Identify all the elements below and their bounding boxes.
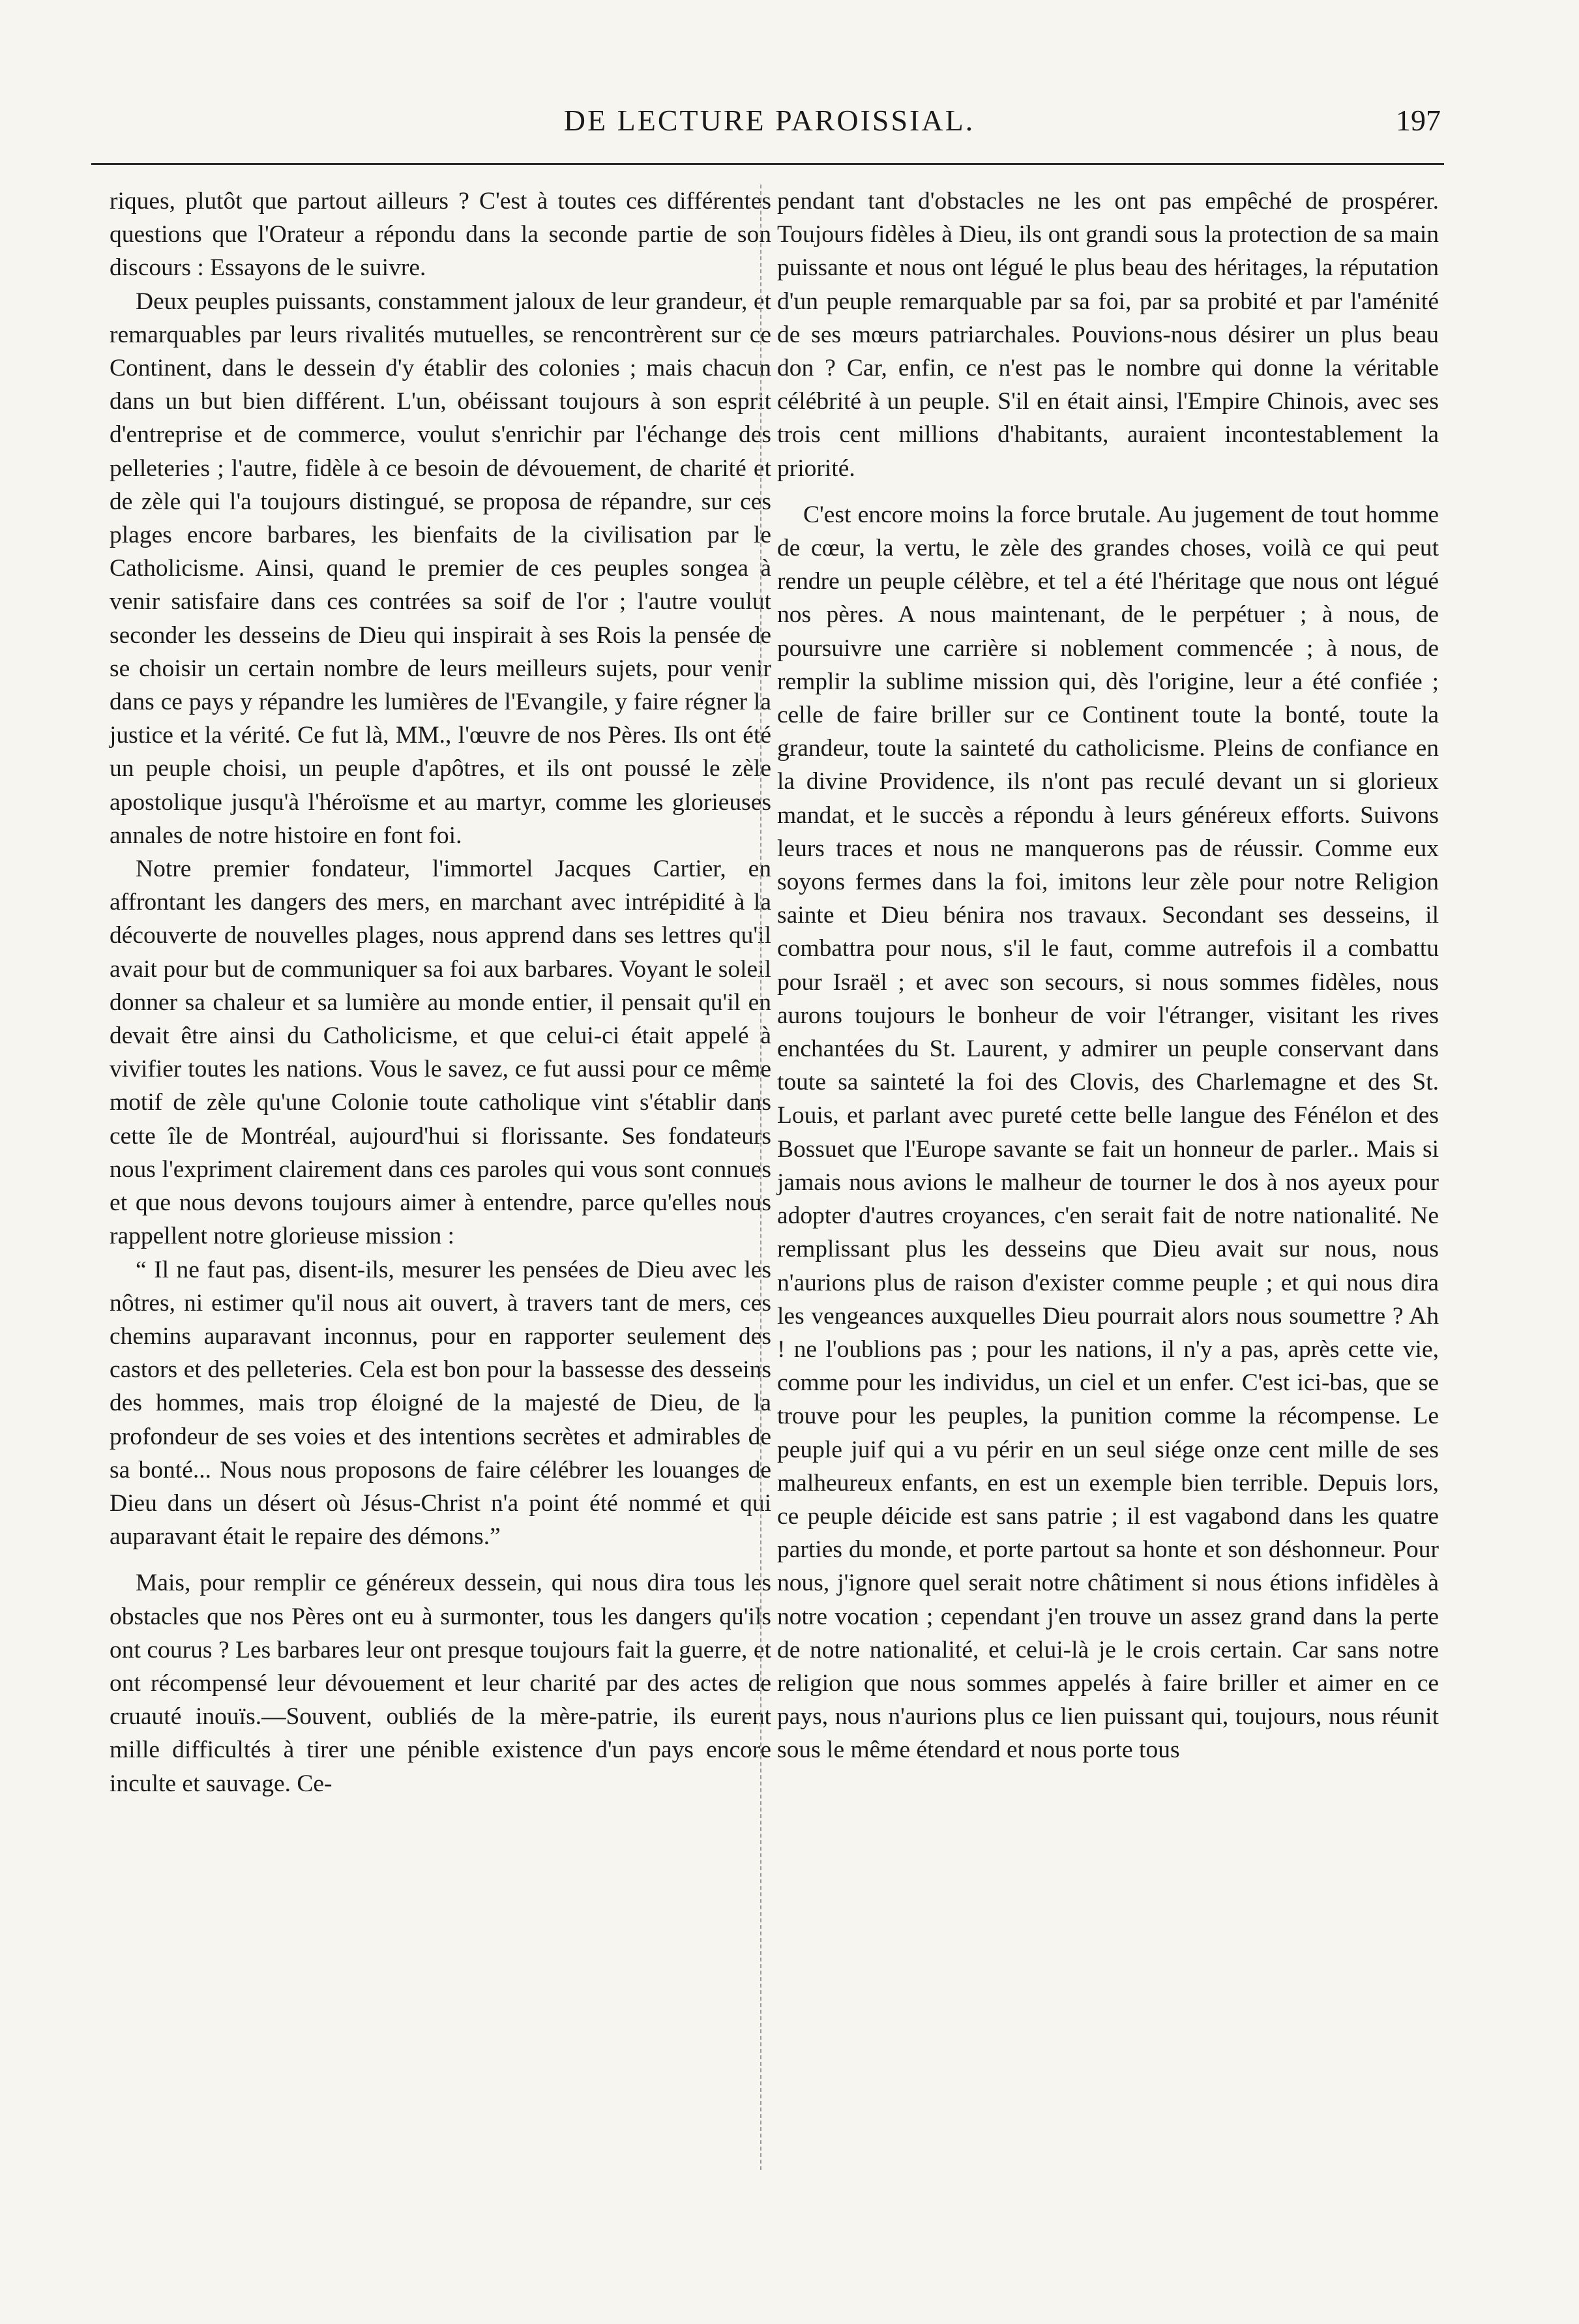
right-column [777,185,1439,1767]
paragraph: riques, plutôt que partout ailleurs ? C'est à toutes ces différentes questions que l'Orateur a répondu dans la seconde partie de son discours : Essayons de le suivre. [110,188,771,282]
page-number: 197 [1396,104,1441,137]
paragraph: C'est encore moins la force brutale. Au jugement de tout homme de cœur, la vertu, le zèle des grandes choses, voilà ce qui peut rendre un peuple célèbre, et tel a été l'héritage que nous ont légué nos pères. A nous maintenant, de le perpétuer ; à nous, de poursuivre une carrière si noblement commencée ; à nous, de remplir la sublime mission qui, dès l'origine, leur a été confiée ; celle de faire briller sur ce Continent toute la bonté, toute la grandeur, toute la sainteté du catholicisme. Pleins de confiance en la divine Providence, ils n'ont pas reculé devant un si glorieux mandat, et le succès a répondu à leurs généreux efforts. Suivons leurs traces et nous ne manquerons pas de réussir. Comme eux soyons fermes dans la foi, imitons leur zèle pour notre Religion sainte et Dieu bénira nos travaux. Secondant ses desseins, il combattra pour nous, s'il le faut, comme autrefois il a combattu pour Israël ; et avec son secours, si nous sommes fidèles, nous aurons toujours le bonheur de voir l'étranger, visitant les rives enchantées du St. Laurent, y admirer un peuple conservant dans toute sa sainteté la foi des Clovis, des Charlemagne et des St. Louis, et parlant avec pureté cette belle langue des Fénélon et des Bossuet que l'Europe savante se fait un honneur de parler.. Mais si jamais nous avions le malheur de tourner le dos à nos ayeux pour adopter d'autres croyances, c'en serait fait de notre nationalité. Ne remplissant plus les desseins que Dieu avait sur nous, nous n'aurions plus de raison d'exister comme peuple ; et qui nous dira les vengeances auxquelles Dieu pourrait alors nous soumettre ? Ah ! ne l'oublions pas ; pour les nations, il n'y a pas, après cette vie, comme pour les individus, un ciel et un enfer. C'est ici-bas, que se trouve pour les peuples, la punition comme la récompense. Le peuple juif qui a vu périr en un seul siége onze cent mille de ses malheureux enfants, en est un exemple bien terrible. Depuis lors, ce peuple déicide est sans patrie ; il est vagabond dans les quatre parties du monde, et porte partout sa honte et son déshonneur. Pour nous, j'ignore quel serait notre châtiment si nous étions infidèles à notre vocation ; cependant j'en trouve un assez grand dans la perte de notre nationalité, et celui-là je le crois certain. Car sans notre religion que nous sommes appelés à faire briller et aimer en ce pays, nous n'aurions plus ce lien puissant qui, toujours, nous réunit sous le même étendard et nous porte tous [777,501,1439,1764]
paragraph: Notre premier fondateur, l'immortel Jacques Cartier, en affrontant les dangers des mers, en marchant avec intrépidité à la découverte de nouvelles plages, nous apprend dans ses lettres qu'il avait pour but de communiquer sa foi aux barbares. Voyant le soleil donner sa chaleur et sa lumière au monde entier, il pensait qu'il en devait être ainsi du Catholicisme, et que celui-ci était appelé à vivifier toutes les nations. Vous le savez, ce fut aussi pour ce même motif de zèle qu'une Colonie toute catholique vint s'établir dans cette île de Montréal, aujourd'hui si florissante. Ses fondateurs nous l'expriment clairement dans ces paroles qui vous sont connues et que nous devons toujours aimer à entendre, parce qu'elles nous rappellent notre glorieuse mission : [110,856,771,1250]
header-rule [91,163,1444,165]
paragraph: pendant tant d'obstacles ne les ont pas empêché de prospérer. Toujours fidèles à Dieu, ils ont grandi sous la protection de sa main puissante et nous ont légué le plus beau des héritages, la réputation d'un peuple remarquable par sa foi, par sa probité et par l'aménité de ses mœurs patriarchales. Pouvions-nous désirer un plus beau don ? Car, enfin, ce n'est pas le nombre qui donne la véritable célébrité à un peuple. S'il en était ainsi, l'Empire Chinois, avec ses trois cent millions d'habitants, auraient incontestablement la priorité. [777,188,1439,482]
quotation-paragraph: “ Il ne faut pas, disent-ils, mesurer les pensées de Dieu avec les nôtres, ni estimer qu'il nous ait ouvert, à travers tant de mers, ces chemins auparavant inconnus, pour en rapporter seulement des castors et des pelleteries. Cela est bon pour la bassesse des desseins des hommes, mais trop éloigné de la majesté de Dieu, de la profondeur de ses voies et des intentions secrètes et admirables de sa bonté... Nous nous proposons de faire célébrer les louanges de Dieu dans un désert où Jésus-Christ n'a point été nommé et qui auparavant était le repaire des démons.” [110,1256,771,1551]
paragraph: Deux peuples puissants, constamment jaloux de leur grandeur, et remarquables par leurs rivalités mutuelles, se rencontrèrent sur ce Continent, dans le dessein d'y établir des colonies ; mais chacun dans un but bien différent. L'un, obéissant toujours à son esprit d'entreprise et de commerce, voulut s'enrichir par l'échange des pelleteries ; l'autre, fidèle à ce besoin de dévouement, de charité et de zèle qui l'a toujours distingué, se proposa de répandre, sur ces plages encore barbares, les bienfaits de la civilisation par le Catholicisme. Ainsi, quand le premier de ces peuples songea à venir satisfaire dans ces contrées sa soif de l'or ; l'autre voulut seconder les desseins de Dieu qui inspirait à ses Rois la pensée de se choisir un certain nombre de leurs meilleurs sujets, pour venir dans ce pays y répandre les lumières de l'Evangile, y faire régner la justice et la vérité. Ce fut là, MM., l'œuvre de nos Pères. Ils ont été un peuple choisi, un peuple d'apôtres, et ils ont poussé le zèle apostolique jusqu'à l'héroïsme et au martyr, comme les glorieuses annales de notre histoire en font foi. [110,288,771,849]
running-title: DE LECTURE PAROISSIAL. [563,104,975,137]
paragraph: Mais, pour remplir ce généreux dessein, qui nous dira tous les obstacles que nos Pères ont eu à surmonter, tous les dangers qu'ils ont courus ? Les barbares leur ont presque toujours fait la guerre, et ont récompensé leur dévouement et leur charité par des actes de cruauté inouïs.—Souvent, oubliés de la mère-patrie, ils eurent mille difficultés à tirer une pénible existence d'un pays encore inculte et sauvage. Ce- [110,1570,771,1797]
column-divider [760,185,761,2170]
page-header [98,103,1441,149]
left-column [110,185,771,1800]
